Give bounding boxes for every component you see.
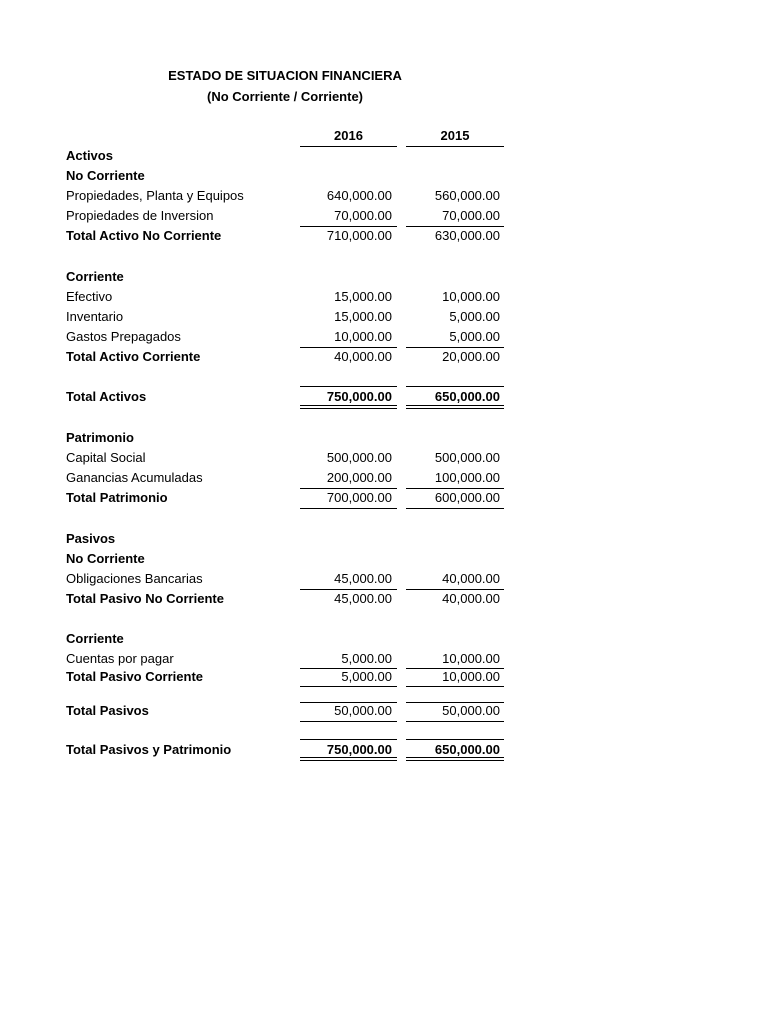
value-2015: 650,000.00	[434, 389, 500, 404]
row-label: Inventario	[66, 309, 124, 324]
value-2016: 710,000.00	[326, 228, 392, 243]
total-row	[0, 589, 768, 609]
subsection-pasivo-corriente	[0, 629, 768, 649]
value-2016: 45,000.00	[334, 571, 392, 586]
grand-total-row	[0, 387, 768, 407]
section-label: Patrimonio	[66, 430, 134, 445]
row-label: Total Pasivos y Patrimonio	[66, 742, 232, 757]
row-label: Total Pasivos	[66, 703, 149, 718]
row-label: Total Pasivo No Corriente	[66, 591, 224, 606]
total-underline-2016	[300, 686, 397, 687]
section-activos	[0, 146, 768, 166]
value-2016: 750,000.00	[326, 389, 392, 404]
subsection-activo-corriente	[0, 267, 768, 287]
table-row	[0, 327, 768, 347]
double-underline-2015	[406, 405, 504, 409]
value-2016: 750,000.00	[326, 742, 392, 757]
value-2016: 700,000.00	[326, 490, 392, 505]
total-row	[0, 347, 768, 367]
value-2016: 50,000.00	[334, 703, 392, 718]
value-2015: 10,000.00	[442, 651, 500, 666]
table-row	[0, 468, 768, 488]
value-2015: 20,000.00	[442, 349, 500, 364]
value-2015: 650,000.00	[434, 742, 500, 757]
value-2015: 40,000.00	[442, 571, 500, 586]
value-2015: 630,000.00	[434, 228, 500, 243]
total-row	[0, 667, 768, 687]
section-pasivos	[0, 529, 768, 549]
value-2016: 40,000.00	[334, 349, 392, 364]
row-label: Total Activos	[66, 389, 147, 404]
value-2015: 500,000.00	[434, 450, 500, 465]
value-2015: 600,000.00	[434, 490, 500, 505]
double-underline-2016	[300, 405, 397, 409]
row-label: Propiedades de Inversion	[66, 208, 214, 223]
row-label: Efectivo	[66, 289, 113, 304]
row-label: Capital Social	[66, 450, 146, 465]
value-2015: 40,000.00	[442, 591, 500, 606]
total-underline-2015	[406, 721, 504, 722]
subsection-label: Corriente	[66, 269, 124, 284]
section-label: Activos	[66, 148, 113, 163]
row-label: Cuentas por pagar	[66, 651, 174, 666]
section-patrimonio	[0, 428, 768, 448]
row-label: Propiedades, Planta y Equipos	[66, 188, 244, 203]
subsection-label: No Corriente	[66, 168, 145, 183]
value-2015: 5,000.00	[449, 309, 500, 324]
row-label: Gastos Prepagados	[66, 329, 181, 344]
table-row	[0, 287, 768, 307]
statement-title: ESTADO DE SITUACION FINANCIERA	[168, 68, 402, 83]
value-2015: 50,000.00	[442, 703, 500, 718]
statement-subtitle: (No Corriente / Corriente)	[206, 89, 363, 104]
table-row	[0, 448, 768, 468]
total-underline-2015	[406, 686, 504, 687]
row-label: Total Activo No Corriente	[66, 228, 222, 243]
total-row	[0, 488, 768, 508]
table-row	[0, 307, 768, 327]
value-2016: 5,000.00	[341, 669, 392, 684]
total-underline-2016	[300, 721, 397, 722]
table-row	[0, 649, 768, 669]
value-2016: 45,000.00	[334, 591, 392, 606]
double-underline-2015	[406, 757, 504, 761]
value-2016: 70,000.00	[334, 208, 392, 223]
section-label: Pasivos	[66, 531, 116, 546]
value-2016: 15,000.00	[334, 309, 392, 324]
row-label: Total Patrimonio	[66, 490, 168, 505]
total-row	[0, 226, 768, 246]
subsection-label: No Corriente	[66, 551, 145, 566]
table-row	[0, 206, 768, 226]
value-2015: 5,000.00	[449, 329, 500, 344]
value-2016: 10,000.00	[334, 329, 392, 344]
value-2015: 10,000.00	[442, 289, 500, 304]
row-label: Total Pasivo Corriente	[66, 669, 204, 684]
value-2015: 70,000.00	[442, 208, 500, 223]
subsection-pasivo-no-corriente	[0, 549, 768, 569]
value-2016: 15,000.00	[334, 289, 392, 304]
value-2015: 560,000.00	[434, 188, 500, 203]
table-row	[0, 569, 768, 589]
value-2016: 5,000.00	[341, 651, 392, 666]
value-2016: 200,000.00	[326, 470, 392, 485]
value-2016: 500,000.00	[326, 450, 392, 465]
subsection-activo-no-corriente	[0, 166, 768, 186]
table-row	[0, 186, 768, 206]
subsection-label: Corriente	[66, 631, 124, 646]
column-header-2015: 2015	[440, 128, 470, 143]
row-label: Ganancias Acumuladas	[66, 470, 203, 485]
total-underline-2015	[406, 508, 504, 509]
row-label: Obligaciones Bancarias	[66, 571, 203, 586]
value-2015: 10,000.00	[442, 669, 500, 684]
total-underline-2016	[300, 508, 397, 509]
value-2015: 100,000.00	[434, 470, 500, 485]
double-underline-2016	[300, 757, 397, 761]
row-label: Total Activo Corriente	[66, 349, 201, 364]
total-row	[0, 701, 768, 721]
column-header-2016: 2016	[334, 128, 363, 143]
value-2016: 640,000.00	[326, 188, 392, 203]
column-header-row	[0, 126, 768, 146]
